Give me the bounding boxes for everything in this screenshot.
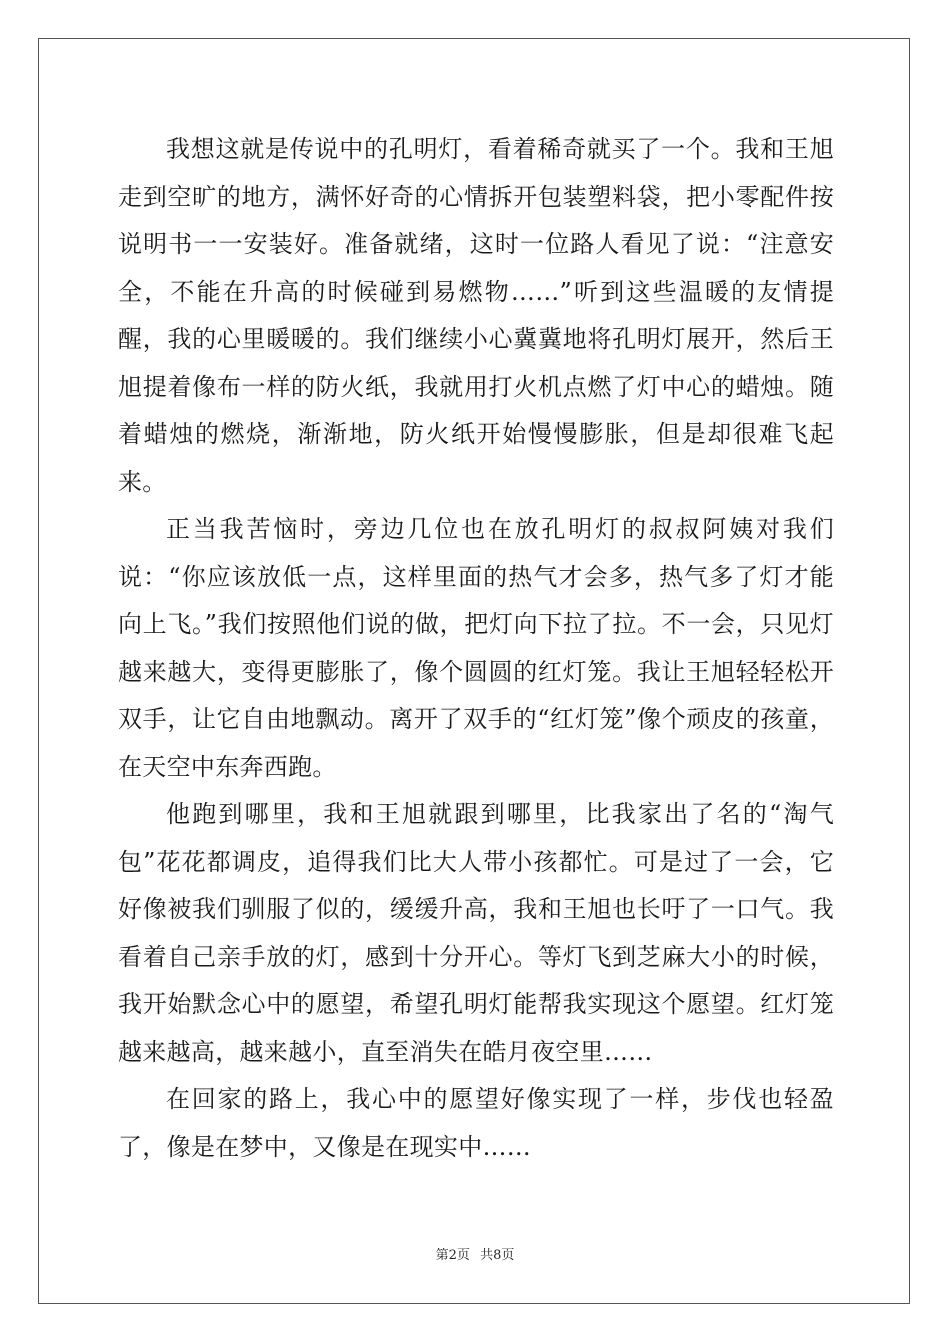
paragraph: 在回家的路上，我心中的愿望好像实现了一样，步伐也轻盈了，像是在梦中，又像是在现实中……	[118, 1085, 834, 1161]
document-body	[118, 126, 834, 1171]
paragraph: 他跑到哪里，我和王旭就跟到哪里，比我家出了名的“淘气包”花花都调皮，追得我们比大人带小孩都忙。可是过了一会，它好像被我们驯服了似的，缓缓升高，我和王旭也长吁了一口气。我看着自己亲手放的灯，感到十分开心。等灯飞到芝麻大小的时候，我开始默念心中的愿望，希望孔明灯能帮我实现这个愿望。红灯笼越来越高，越来越小，直至消失在皓月夜空里……	[118, 800, 834, 1066]
page-footer	[0, 1244, 950, 1263]
paragraph: 我想这就是传说中的孔明灯，看着稀奇就买了一个。我和王旭走到空旷的地方，满怀好奇的心情拆开包装塑料袋，把小零配件按说明书一一安装好。准备就绪，这时一位路人看见了说：“注意安全，不能在升高的时候碰到易燃物……”听到这些温暖的友情提醒，我的心里暖暖的。我们继续小心冀冀地将孔明灯展开，然后王旭提着像布一样的防火纸，我就用打火机点燃了灯中心的蜡烛。随着蜡烛的燃烧，渐渐地，防火纸开始慢慢膨胀，但是却很难飞起来。	[118, 135, 834, 496]
page-number: 第2页	[435, 1248, 470, 1263]
paragraph: 正当我苦恼时，旁边几位也在放孔明灯的叔叔阿姨对我们说：“你应该放低一点，这样里面的热气才会多，热气多了灯才能向上飞。”我们按照他们说的做，把灯向下拉了拉。不一会，只见灯越来越大，变得更膨胀了，像个圆圆的红灯笼。我让王旭轻轻松开双手，让它自由地飘动。离开了双手的“红灯笼”像个顽皮的孩童，在天空中东奔西跑。	[118, 515, 834, 781]
page-total: 共8页	[480, 1248, 515, 1263]
